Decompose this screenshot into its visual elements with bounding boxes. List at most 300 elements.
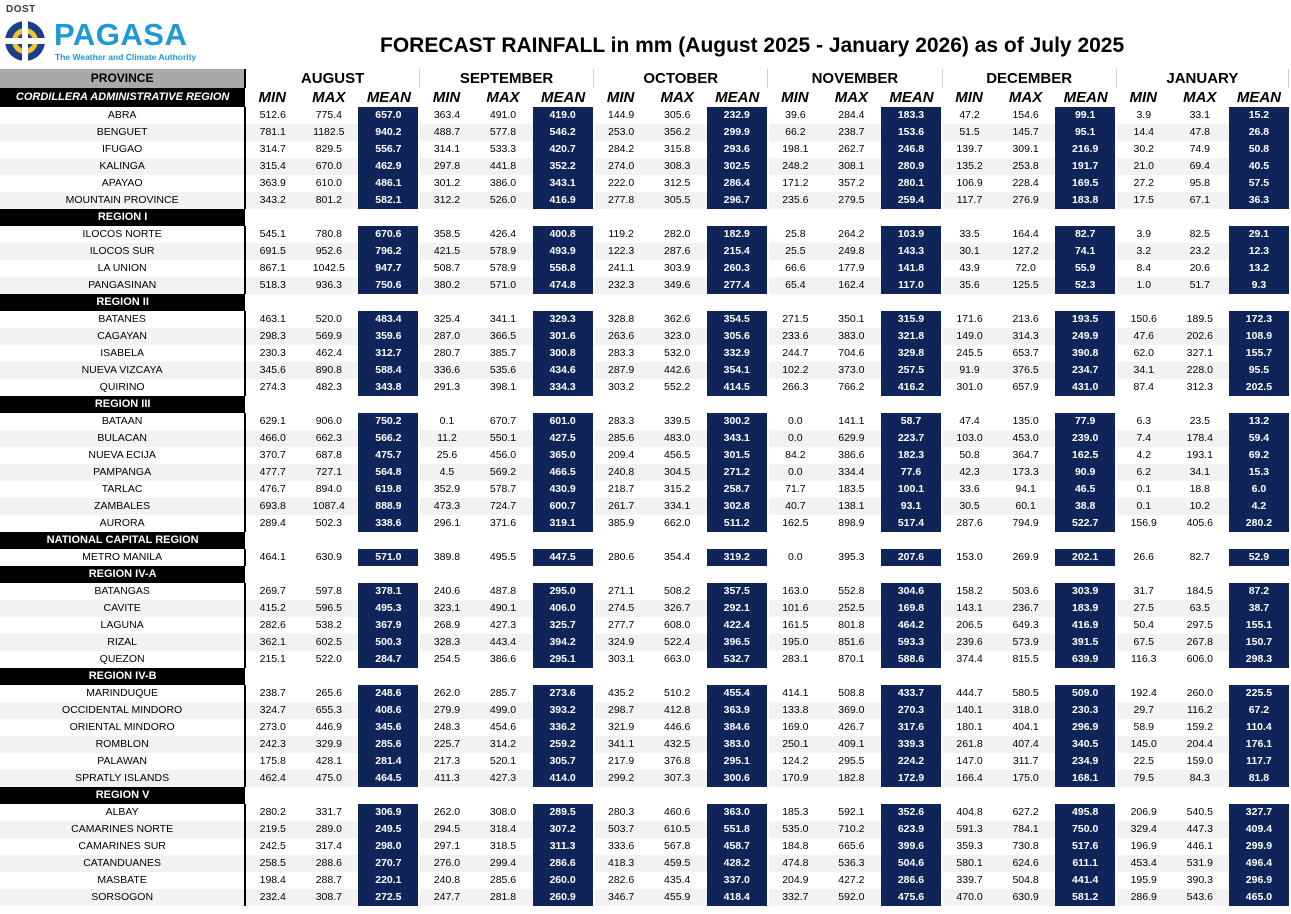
table-row (0, 430, 1289, 447)
max-value: 281.8 (473, 889, 532, 906)
mean-value: 556.7 (358, 141, 419, 158)
max-value: 608.0 (664, 619, 691, 631)
min-value: 153.0 (956, 551, 983, 563)
mean-value: 458.7 (707, 838, 768, 855)
max-value: 898.9 (838, 517, 865, 529)
region-row-spacer (648, 787, 707, 804)
min-value: 315.4 (245, 158, 299, 175)
mean-value: 36.3 (1229, 192, 1288, 209)
max-value: 577.8 (473, 124, 532, 141)
max-value: 552.8 (838, 585, 865, 597)
max-value: 395.3 (838, 551, 865, 563)
mean-value: 600.7 (533, 498, 594, 515)
min-value: 50.8 (959, 449, 980, 461)
mean-value: 74.1 (1055, 243, 1116, 260)
min-value: 195.9 (1130, 874, 1157, 886)
mean-value: 363.0 (707, 804, 768, 821)
max-value: 794.9 (1012, 517, 1039, 529)
table-row (0, 481, 1289, 498)
mean-value: 183.3 (881, 107, 942, 124)
region-row-spacer (245, 532, 299, 549)
min-value: 158.2 (956, 585, 983, 597)
table-row (0, 362, 1289, 379)
region-header-row (0, 209, 1289, 226)
region-row-spacer (822, 787, 881, 804)
mean-value: 462.9 (358, 158, 419, 175)
max-value: 314.3 (996, 328, 1055, 345)
min-value: 453.4 (1116, 855, 1170, 872)
region-row-spacer (1055, 787, 1116, 804)
region-row-spacer (822, 668, 881, 685)
mean-value: 99.1 (1055, 107, 1116, 124)
mean-value: 359.6 (358, 328, 419, 345)
mean-value: 340.5 (1055, 736, 1116, 753)
mean-value: 220.1 (358, 872, 419, 889)
max-value: 491.0 (489, 109, 517, 121)
min-value: 170.9 (768, 770, 822, 787)
max-value: 775.4 (315, 109, 342, 121)
max-value: 596.5 (299, 600, 358, 617)
region-row-spacer (358, 209, 419, 226)
province-name: QUEZON (0, 651, 245, 668)
max-value: 578.7 (489, 483, 517, 495)
region-row-spacer (358, 668, 419, 685)
mean-value: 168.1 (1055, 770, 1116, 787)
min-value: 0.0 (788, 415, 803, 427)
mean-value: 305.6 (707, 328, 768, 345)
mean-value: 496.4 (1229, 855, 1288, 872)
max-value: 159.0 (1186, 755, 1213, 767)
mean-value: 29.1 (1229, 226, 1288, 243)
min-value: 1.0 (1116, 277, 1170, 294)
region-name: REGION II (0, 294, 245, 311)
table-row (0, 821, 1289, 838)
max-value: 47.8 (1170, 124, 1229, 141)
table-row (0, 379, 1289, 396)
min-value: 232.4 (245, 889, 299, 906)
min-value: 464.1 (259, 551, 286, 563)
max-value: 606.0 (1186, 653, 1213, 665)
table-row (0, 141, 1289, 158)
min-value: 312.2 (419, 192, 473, 209)
max-value: 447.3 (1170, 821, 1229, 838)
mean-value: 416.2 (881, 379, 942, 396)
mean-value: 280.2 (1229, 515, 1288, 532)
mean-value: 495.3 (358, 600, 419, 617)
mean-value: 464.5 (358, 770, 419, 787)
mean-value: 332.9 (707, 345, 768, 362)
mean-value: 296.9 (1229, 872, 1288, 889)
min-value: 277.7 (607, 619, 635, 631)
region-row-spacer (942, 566, 996, 583)
column-subheader: MAX (486, 89, 520, 106)
province-name: CATANDUANES (0, 855, 245, 872)
region-name: REGION V (0, 787, 245, 804)
mean-value: 588.6 (881, 651, 942, 668)
max-value: 51.7 (1170, 277, 1229, 294)
region-name: REGION III (0, 396, 245, 413)
min-value: 580.1 (942, 855, 996, 872)
min-value: 103.0 (942, 430, 996, 447)
column-subheader: MIN (606, 89, 635, 106)
column-subheader: MIN (1129, 89, 1157, 106)
region-row-spacer (1229, 668, 1288, 685)
month-header: NOVEMBER (768, 69, 942, 88)
max-value: 309.1 (1012, 143, 1039, 155)
mean-value: 428.2 (707, 855, 768, 872)
mean-value: 289.5 (533, 804, 594, 821)
region-row-spacer (768, 787, 822, 804)
max-value: 538.2 (315, 619, 342, 631)
mean-value: 284.7 (358, 651, 419, 668)
mean-value: 354.1 (707, 362, 768, 379)
max-value: 462.4 (315, 347, 342, 359)
mean-value: 566.2 (358, 430, 419, 447)
mean-value: 117.7 (1229, 753, 1288, 770)
mean-value: 325.7 (533, 617, 594, 634)
region-row-spacer (822, 209, 881, 226)
region-row-spacer (1055, 209, 1116, 226)
max-value: 663.0 (664, 653, 691, 665)
region-row-spacer (533, 787, 594, 804)
province-name: QUIRINO (0, 379, 245, 396)
mean-value: 162.5 (1055, 447, 1116, 464)
min-value: 204.9 (782, 874, 809, 886)
mean-value: 495.8 (1055, 804, 1116, 821)
mean-value: 95.1 (1055, 124, 1116, 141)
min-value: 233.6 (768, 328, 822, 345)
month-header-row (0, 69, 1289, 88)
mean-value: 384.6 (707, 719, 768, 736)
mean-value: 298.0 (358, 838, 419, 855)
mean-value: 466.5 (533, 464, 594, 481)
max-value: 404.1 (1012, 721, 1039, 733)
min-value: 47.2 (959, 109, 980, 121)
min-value: 238.7 (259, 687, 286, 699)
table-row (0, 107, 1289, 124)
region-row-spacer (881, 566, 942, 583)
min-value: 117.7 (942, 192, 996, 209)
min-value: 242.5 (259, 840, 286, 852)
region-row-spacer (473, 396, 532, 413)
max-value: 82.5 (1189, 228, 1211, 240)
mean-value: 183.9 (1055, 600, 1116, 617)
max-value: 267.8 (1170, 634, 1229, 651)
region-row-spacer (419, 209, 473, 226)
province-name: BATANES (0, 311, 245, 328)
region-row-spacer (358, 294, 419, 311)
mean-value: 408.6 (358, 702, 419, 719)
min-value: 303.1 (607, 653, 635, 665)
max-value: 189.5 (1186, 313, 1213, 325)
region-row-spacer (419, 787, 473, 804)
table-row (0, 413, 1289, 430)
province-name: IFUGAO (0, 141, 245, 158)
min-value: 119.2 (608, 228, 634, 240)
table-row (0, 124, 1289, 141)
mean-value: 59.4 (1229, 430, 1288, 447)
max-value: 84.3 (1170, 770, 1229, 787)
region-row-spacer (822, 532, 881, 549)
mean-value: 87.2 (1229, 583, 1288, 600)
min-value: 25.8 (785, 228, 806, 240)
max-value: 653.7 (1012, 347, 1039, 359)
mean-value: 474.8 (533, 277, 594, 294)
max-value: 18.8 (1189, 483, 1211, 495)
min-value: 4.5 (419, 464, 473, 481)
region-row-spacer (1170, 787, 1229, 804)
mean-value: 465.0 (1229, 889, 1288, 906)
min-value: 3.2 (1116, 243, 1170, 260)
mean-value: 327.7 (1229, 804, 1288, 821)
min-value: 266.3 (782, 381, 809, 393)
mean-value: 12.3 (1229, 243, 1288, 260)
province-name: MARINDUQUE (0, 685, 245, 702)
region-row-spacer (533, 532, 594, 549)
region-row-spacer (648, 668, 707, 685)
min-value: 166.4 (942, 770, 996, 787)
min-value: 254.5 (433, 653, 461, 665)
min-value: 444.7 (956, 687, 983, 699)
mean-value: 394.2 (533, 634, 594, 651)
min-value: 29.7 (1116, 702, 1170, 719)
max-value: 460.6 (664, 806, 691, 818)
region-row-spacer (881, 668, 942, 685)
mean-value: 280.1 (881, 175, 942, 192)
mean-value: 509.0 (1055, 685, 1116, 702)
min-value: 248.3 (433, 721, 461, 733)
min-value: 418.3 (594, 855, 648, 872)
max-value: 592.1 (838, 806, 865, 818)
max-value: 297.5 (1186, 619, 1213, 631)
min-value: 273.0 (259, 721, 286, 733)
region-row-spacer (419, 294, 473, 311)
max-value: 125.5 (996, 277, 1055, 294)
mean-value: 155.7 (1229, 345, 1288, 362)
min-value: 122.3 (594, 243, 648, 260)
column-subheader: MAX (312, 89, 346, 106)
mean-value: 259.2 (533, 736, 594, 753)
min-value: 435.2 (607, 687, 635, 699)
max-value: 308.1 (822, 158, 881, 175)
min-value: 287.9 (594, 362, 648, 379)
brand-name: PAGASA (54, 17, 188, 52)
max-value: 503.6 (1012, 585, 1039, 597)
mean-value: 38.7 (1229, 600, 1288, 617)
table-row (0, 549, 1289, 566)
max-value: 304.5 (648, 464, 707, 481)
province-name: SORSOGON (0, 889, 245, 906)
max-value: 649.3 (1012, 619, 1039, 631)
region-row-spacer (1116, 566, 1170, 583)
min-value: 33.5 (959, 228, 980, 240)
min-value: 470.0 (942, 889, 996, 906)
max-value: 578.9 (473, 243, 532, 260)
mean-value: 639.9 (1055, 651, 1116, 668)
region-row-spacer (299, 668, 358, 685)
max-value: 362.6 (664, 313, 691, 325)
max-value: 627.2 (1012, 806, 1039, 818)
min-value: 284.2 (607, 143, 635, 155)
max-value: 630.9 (996, 889, 1055, 906)
region-row-spacer (768, 294, 822, 311)
mean-value: 343.1 (533, 175, 594, 192)
max-value: 326.7 (648, 600, 707, 617)
region-row-spacer (594, 209, 648, 226)
dost-label: DOST (6, 4, 36, 15)
max-value: 535.6 (473, 362, 532, 379)
max-value: 550.1 (473, 430, 532, 447)
max-value: 314.2 (473, 736, 532, 753)
min-value: 135.2 (942, 158, 996, 175)
mean-value: 286.4 (707, 175, 768, 192)
min-value: 58.9 (1133, 721, 1154, 733)
mean-value: 338.6 (358, 515, 419, 532)
min-value: 217.9 (607, 755, 635, 767)
column-subheader: MEAN (540, 89, 586, 106)
min-value: 274.3 (259, 381, 286, 393)
min-value: 261.7 (594, 498, 648, 515)
min-value: 299.2 (594, 770, 648, 787)
table-row (0, 498, 1289, 515)
min-value: 271.5 (782, 313, 809, 325)
max-value: 495.5 (489, 551, 517, 563)
max-value: 442.6 (648, 362, 707, 379)
max-value: 670.7 (489, 415, 517, 427)
min-value: 411.3 (419, 770, 473, 787)
max-value: 135.0 (1012, 415, 1039, 427)
max-value: 454.6 (489, 721, 517, 733)
min-value: 149.0 (942, 328, 996, 345)
mean-value: 191.7 (1055, 158, 1116, 175)
region-name: NATIONAL CAPITAL REGION (0, 532, 245, 549)
mean-value: 182.9 (707, 226, 768, 243)
region-row-spacer (1170, 668, 1229, 685)
max-value: 357.2 (838, 177, 865, 189)
max-value: 426.7 (838, 721, 865, 733)
region-row-spacer (942, 532, 996, 549)
min-value: 325.4 (433, 313, 461, 325)
max-value: 573.9 (996, 634, 1055, 651)
min-value: 6.2 (1116, 464, 1170, 481)
max-value: 23.5 (1189, 415, 1211, 427)
province-name: CAMARINES NORTE (0, 821, 245, 838)
min-value: 31.7 (1133, 585, 1154, 597)
min-value: 359.3 (956, 840, 983, 852)
min-value: 4.2 (1136, 449, 1152, 461)
min-value: 250.1 (768, 736, 822, 753)
province-name: BULACAN (0, 430, 245, 447)
region-row-spacer (822, 294, 881, 311)
province-name: AURORA (0, 515, 245, 532)
min-value: 247.7 (419, 889, 473, 906)
mean-value: 295.0 (533, 583, 594, 600)
min-value: 404.8 (956, 806, 983, 818)
mean-value: 418.4 (707, 889, 768, 906)
max-value: 376.5 (996, 362, 1055, 379)
min-value: 283.3 (607, 347, 635, 359)
region-row-spacer (473, 566, 532, 583)
max-value: 851.6 (822, 634, 881, 651)
max-value: 526.0 (473, 192, 532, 209)
min-value: 30.5 (942, 498, 996, 515)
max-value: 427.3 (473, 770, 532, 787)
region-row-spacer (1116, 532, 1170, 549)
region-row-spacer (473, 209, 532, 226)
mean-value: 302.8 (707, 498, 768, 515)
min-value: 294.5 (419, 821, 473, 838)
mean-value: 286.6 (881, 872, 942, 889)
region-row-spacer (1055, 396, 1116, 413)
province-column-header: PROVINCE (0, 69, 245, 88)
max-value: 20.6 (1189, 262, 1211, 274)
max-value: 364.7 (1012, 449, 1039, 461)
max-value: 288.7 (315, 874, 342, 886)
region-row-spacer (299, 566, 358, 583)
mean-value: 299.9 (1229, 838, 1288, 855)
min-value: 258.5 (245, 855, 299, 872)
min-value: 339.7 (956, 874, 983, 886)
max-value: 289.0 (299, 821, 358, 838)
min-value: 22.5 (1133, 755, 1154, 767)
mean-value: 336.2 (533, 719, 594, 736)
max-value: 475.0 (299, 770, 358, 787)
province-name: ZAMBALES (0, 498, 245, 515)
max-value: 69.4 (1170, 158, 1229, 175)
region-row-spacer (1170, 566, 1229, 583)
min-value: 6.3 (1136, 415, 1152, 427)
region-row-spacer (358, 566, 419, 583)
page-title: FORECAST RAINFALL in mm (August 2025 - January 2026) as of July 2025 (380, 34, 1125, 57)
mean-value: 363.9 (707, 702, 768, 719)
max-value: 312.3 (1186, 381, 1213, 393)
mean-value: 750.0 (1055, 821, 1116, 838)
max-value: 307.3 (648, 770, 707, 787)
column-subheader: MIN (955, 89, 983, 106)
mean-value: 343.8 (358, 379, 419, 396)
max-value: 383.0 (822, 328, 881, 345)
mean-value: 230.3 (1055, 702, 1116, 719)
mean-value: 302.5 (707, 158, 768, 175)
table-row (0, 464, 1289, 481)
region-row-spacer (648, 396, 707, 413)
max-value: 724.7 (473, 498, 532, 515)
mean-value: 431.0 (1055, 379, 1116, 396)
mean-value: 399.6 (881, 838, 942, 855)
min-value: 268.9 (433, 619, 461, 631)
mean-value: 15.3 (1229, 464, 1288, 481)
min-value: 280.2 (259, 806, 286, 818)
mean-value: 295.1 (533, 651, 594, 668)
max-value: 34.1 (1170, 464, 1229, 481)
min-value: 25.6 (436, 449, 458, 461)
min-value: 30.2 (1133, 143, 1154, 155)
province-name: OCCIDENTAL MINDORO (0, 702, 245, 719)
min-value: 463.1 (259, 313, 286, 325)
max-value: 175.0 (996, 770, 1055, 787)
region-row-spacer (419, 532, 473, 549)
table-row (0, 260, 1289, 277)
mean-value: 225.5 (1229, 685, 1288, 702)
max-value: 504.8 (1012, 874, 1039, 886)
min-value: 87.4 (1133, 381, 1154, 393)
mean-value: 300.6 (707, 770, 768, 787)
region-row-spacer (1170, 209, 1229, 226)
max-value: 341.1 (489, 313, 517, 325)
mean-value: 82.7 (1055, 226, 1116, 243)
column-subheader: MEAN (715, 89, 760, 106)
min-value: 283.1 (782, 653, 809, 665)
